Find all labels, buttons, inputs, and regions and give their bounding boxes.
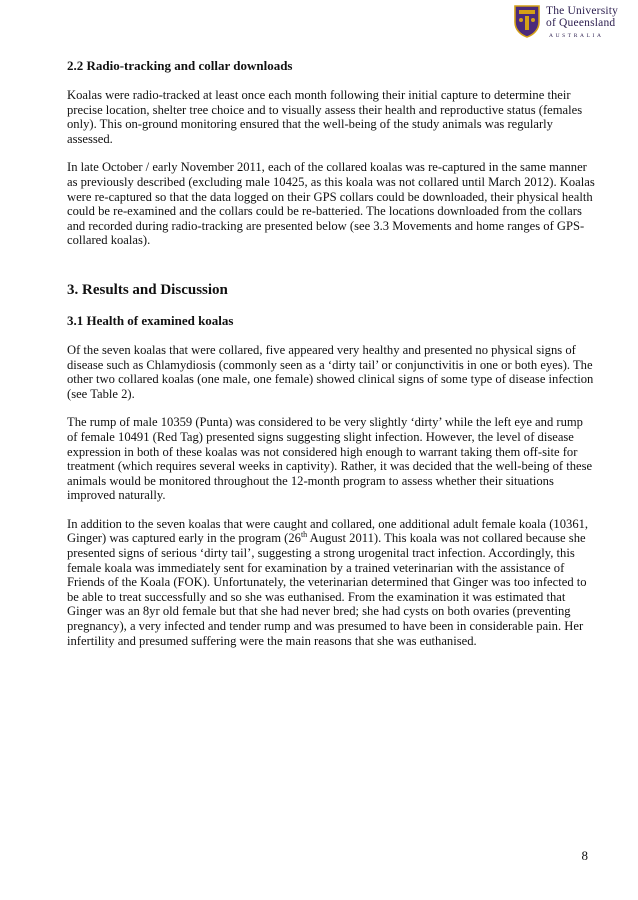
section-3-1-heading: 3.1 Health of examined koalas: [67, 312, 234, 328]
section-2-2-paragraph-2: In late October / early November 2011, each of the collared koalas was re-captured in the same manner as previously described (excluding male 10425, as this koala was not collared until March 2012). Koalas were re-captured so that the data logged on their GPS collars could be downloaded, their physical health could be re-examined and the collars could be re-batteried. The locations downloaded from the collars and recorded during radio-tracking are presented below (see 3.3 Movements and home ranges of GPS-collared koalas).: [67, 160, 595, 248]
section-3-1-paragraph-3: [67, 517, 595, 648]
section-spacer: [67, 262, 595, 280]
logo-line-1: The University: [546, 5, 619, 17]
section-3-heading: 3. Results and Discussion: [67, 281, 228, 298]
section-2-2-paragraph-1: Koalas were radio-tracked at least once each month following their initial capture to determine their precise location, shelter tree choice and to visually assess their health and reproductive status (females only). This on-ground monitoring ensured that the well-being of the study animals was regularly assessed.: [67, 88, 583, 146]
university-name: [546, 5, 618, 42]
section-3-1-paragraph-2: The rump of male 10359 (Punta) was considered to be very slightly ‘dirty’ while the left eye and rump of female 10491 (Red Tag) presented signs suggesting slight infection. However, the level of disease expression in both of these koalas was not considered high enough to warrant taking them off-site for treatment (which requires several weeks in captivity). Rather, it was decided that the well-being of these animals would be monitored throughout the 12-month program to assess whether their situations improved naturally.: [67, 415, 593, 503]
logo-line-2: of Queensland: [546, 17, 616, 29]
paragraph-3-text-start: In addition to the seven koalas that were caught and collared, one additional adult female koala (10361, Ginger) was captured early in the program (26: [67, 516, 589, 546]
page-number: 8: [581, 848, 588, 863]
document-body: [67, 57, 595, 662]
date-ordinal-superscript: th: [300, 530, 308, 540]
university-logo: [513, 4, 633, 40]
university-crest-icon: [513, 4, 541, 38]
paragraph-3-text-end: August 2011). This koala was not collared because she presented signs of serious ‘dirty tail’, suggesting a strong urogenital tract infection. Accordingly, this female koala was immediately sent for examination by a trained veterinarian with the assistance of Friends of the Koala (FOK). Unfortunately, the veterinarian determined that Ginger was too infected to be able to treat successfully and so she was euthanised. From the examination it was estimated that Ginger was an 8yr old female but that she had never bred; she had cysts on both ovaries (preventing pregnancy), a very infected and tender rump and was presumed to have been in considerable pain. Her infertility and presumed suffering were the main reasons that she was euthanised.: [67, 531, 587, 648]
logo-line-3: AUSTRALIA: [549, 33, 604, 39]
section-3-1-paragraph-1: Of the seven koalas that were collared, five appeared very healthy and presented no physical signs of disease such as Chlamydiosis (commonly seen as a ‘dirty tail’ or conjunctivitis in one or both eyes). The other two collared koalas (one male, one female) showed clinical signs of some type of disease infection (see Table 2).: [67, 342, 594, 401]
section-2-2-heading: 2.2 Radio-tracking and collar downloads: [67, 58, 293, 73]
